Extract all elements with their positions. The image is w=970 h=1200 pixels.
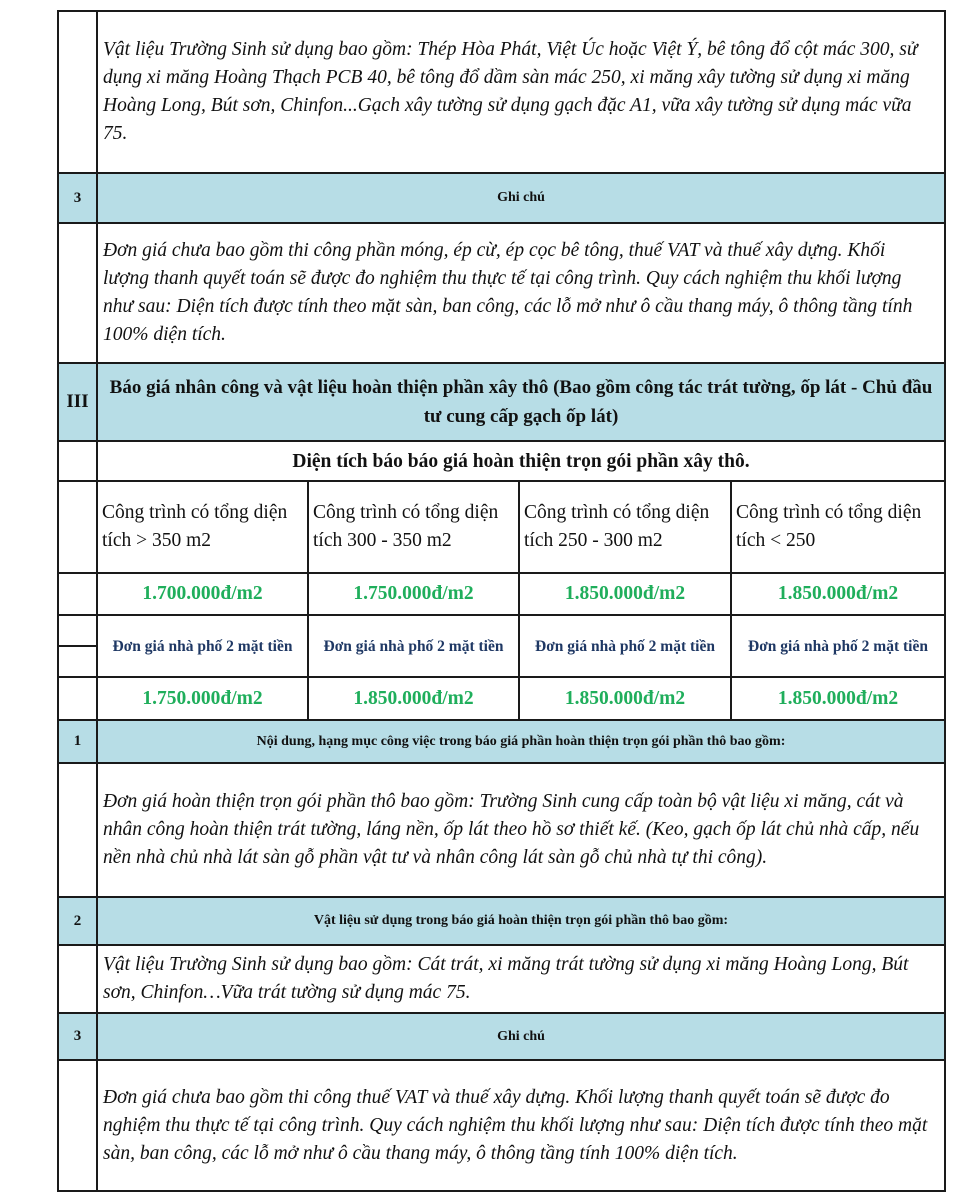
row-number-cell — [59, 1061, 98, 1190]
item-number: 1 — [59, 721, 98, 762]
two-front-label: Đơn giá nhà phố 2 mặt tiền — [98, 616, 309, 676]
item-number: 3 — [59, 1014, 98, 1059]
price-value: 1.850.000đ/m2 — [777, 583, 899, 604]
item-header-row — [59, 1012, 944, 1059]
area-column-3: Công trình có tổng diện tích 250 - 300 m2 — [520, 482, 732, 572]
area-heading: Diện tích báo báo giá hoàn thiện trọn gói phần xây thô. — [292, 450, 750, 472]
section-number: III — [59, 364, 98, 440]
notes-text: Đơn giá chưa bao gồm thi công phần móng, ép cừ, ép cọc bê tông, thuế VAT và thuế xây dựng. Khối lượng thanh quyết toán sẽ được đo nghiệm thu thực tế tại công trình. Quy cách nghiệm thu khối lượng như sau: Diện tích được tính theo mặt sàn, ban công, các lỗ mở như ô cầu thang máy, ô thông tầng tính 100% diện tích. — [103, 240, 913, 345]
materials-text: Vật liệu Trường Sinh sử dụng bao gồm: Thép Hòa Phát, Việt Úc hoặc Việt Ý, bê tông đổ cột mác 300, sử dụng xi măng Hoàng Thạch PCB 40, bê tông đổ dầm sàn mác 250, xi măng xây tường sử dụng xi măng Hoàng Long, Bút sơn, Chinfon...Gạch xây tường sử dụng gạch đặc A1, vữa xây tường sử dụng mác vữa 75. — [103, 39, 918, 144]
area-column-1: Công trình có tổng diện tích > 350 m2 — [98, 482, 309, 572]
materials-row — [59, 12, 944, 172]
two-front-label: Đơn giá nhà phố 2 mặt tiền — [520, 616, 732, 676]
notes-heading: Ghi chú — [98, 174, 944, 222]
item-heading: Nội dung, hạng mục công việc trong báo giá phần hoàn thiện trọn gói phần thô bao gồm: — [98, 721, 944, 762]
notes-row — [59, 222, 944, 362]
row-number-cell — [59, 616, 98, 676]
two-front-label: Đơn giá nhà phố 2 mặt tiền — [309, 616, 520, 676]
split-cell-bottom — [59, 645, 96, 676]
item-heading: Ghi chú — [98, 1014, 944, 1059]
row-number-cell — [59, 678, 98, 719]
two-front-price: 1.750.000đ/m2 — [98, 678, 309, 719]
two-front-price: 1.850.000đ/m2 — [777, 687, 899, 709]
price-value: 1.850.000đ/m2 — [520, 574, 732, 614]
item-header-row — [59, 719, 944, 762]
price-value: 1.700.000đ/m2 — [98, 574, 309, 614]
row-number-cell — [59, 574, 98, 614]
area-heading-row — [59, 440, 944, 480]
area-column-2: Công trình có tổng diện tích 300 - 350 m2 — [309, 482, 520, 572]
section-header-row — [59, 362, 944, 440]
price-quote-table — [57, 10, 946, 1192]
item-text-row — [59, 1059, 944, 1190]
item-text: Vật liệu Trường Sinh sử dụng bao gồm: Cát trát, xi măng trát tường sử dụng xi măng Hoàng Long, Bút sơn, Chinfon…Vữa trát tường sử dụng mác 75. — [103, 954, 909, 1003]
row-number-cell — [59, 224, 98, 362]
section-title: Báo giá nhân công và vật liệu hoàn thiện phần xây thô (Bao gồm công tác trát tường, ốp lát - Chủ đầu tư cung cấp gạch ốp lát) — [98, 364, 944, 440]
area-column-4: Công trình có tổng diện tích < 250 — [736, 502, 922, 551]
price-value: 1.750.000đ/m2 — [309, 574, 520, 614]
two-front-price: 1.850.000đ/m2 — [309, 678, 520, 719]
row-number-cell — [59, 442, 98, 480]
two-front-price-row — [59, 676, 944, 719]
row-number-cell — [59, 764, 98, 896]
two-front-label: Đơn giá nhà phố 2 mặt tiền — [748, 637, 928, 655]
row-number-cell — [59, 946, 98, 1012]
item-header-row — [59, 896, 944, 944]
row-number: 3 — [59, 174, 98, 222]
notes-header-row — [59, 172, 944, 222]
item-number: 2 — [59, 898, 98, 944]
price-row — [59, 572, 944, 614]
area-columns-row — [59, 480, 944, 572]
item-heading: Vật liệu sử dụng trong báo giá hoàn thiện trọn gói phần thô bao gồm: — [98, 898, 944, 944]
row-number-cell — [59, 482, 98, 572]
item-text: Đơn giá hoàn thiện trọn gói phần thô bao gồm: Trường Sinh cung cấp toàn bộ vật liệu xi măng, cát và nhân công hoàn thiện trát tường, láng nền, ốp lát theo hồ sơ thiết kế. (Keo, gạch ốp lát chủ nhà cấp, nếu nền nhà chủ nhà lát sàn gỗ phần vật tư và nhân công lát sàn gỗ chủ nhà tự thi công). — [103, 791, 920, 868]
split-cell-top — [59, 616, 96, 645]
row-number-cell — [59, 12, 98, 172]
two-front-price: 1.850.000đ/m2 — [520, 678, 732, 719]
item-text-row — [59, 944, 944, 1012]
two-front-label-row — [59, 614, 944, 676]
item-text: Đơn giá chưa bao gồm thi công thuế VAT và thuế xây dựng. Khối lượng thanh quyết toán sẽ được đo nghiệm thu thực tế tại công trình. Quy cách nghiệm thu khối lượng như sau: Diện tích được tính theo mặt sàn, ban công, các lỗ mở như ô cầu thang máy, ô thông tầng tính 100% diện tích. — [103, 1086, 928, 1164]
item-text-row — [59, 762, 944, 896]
